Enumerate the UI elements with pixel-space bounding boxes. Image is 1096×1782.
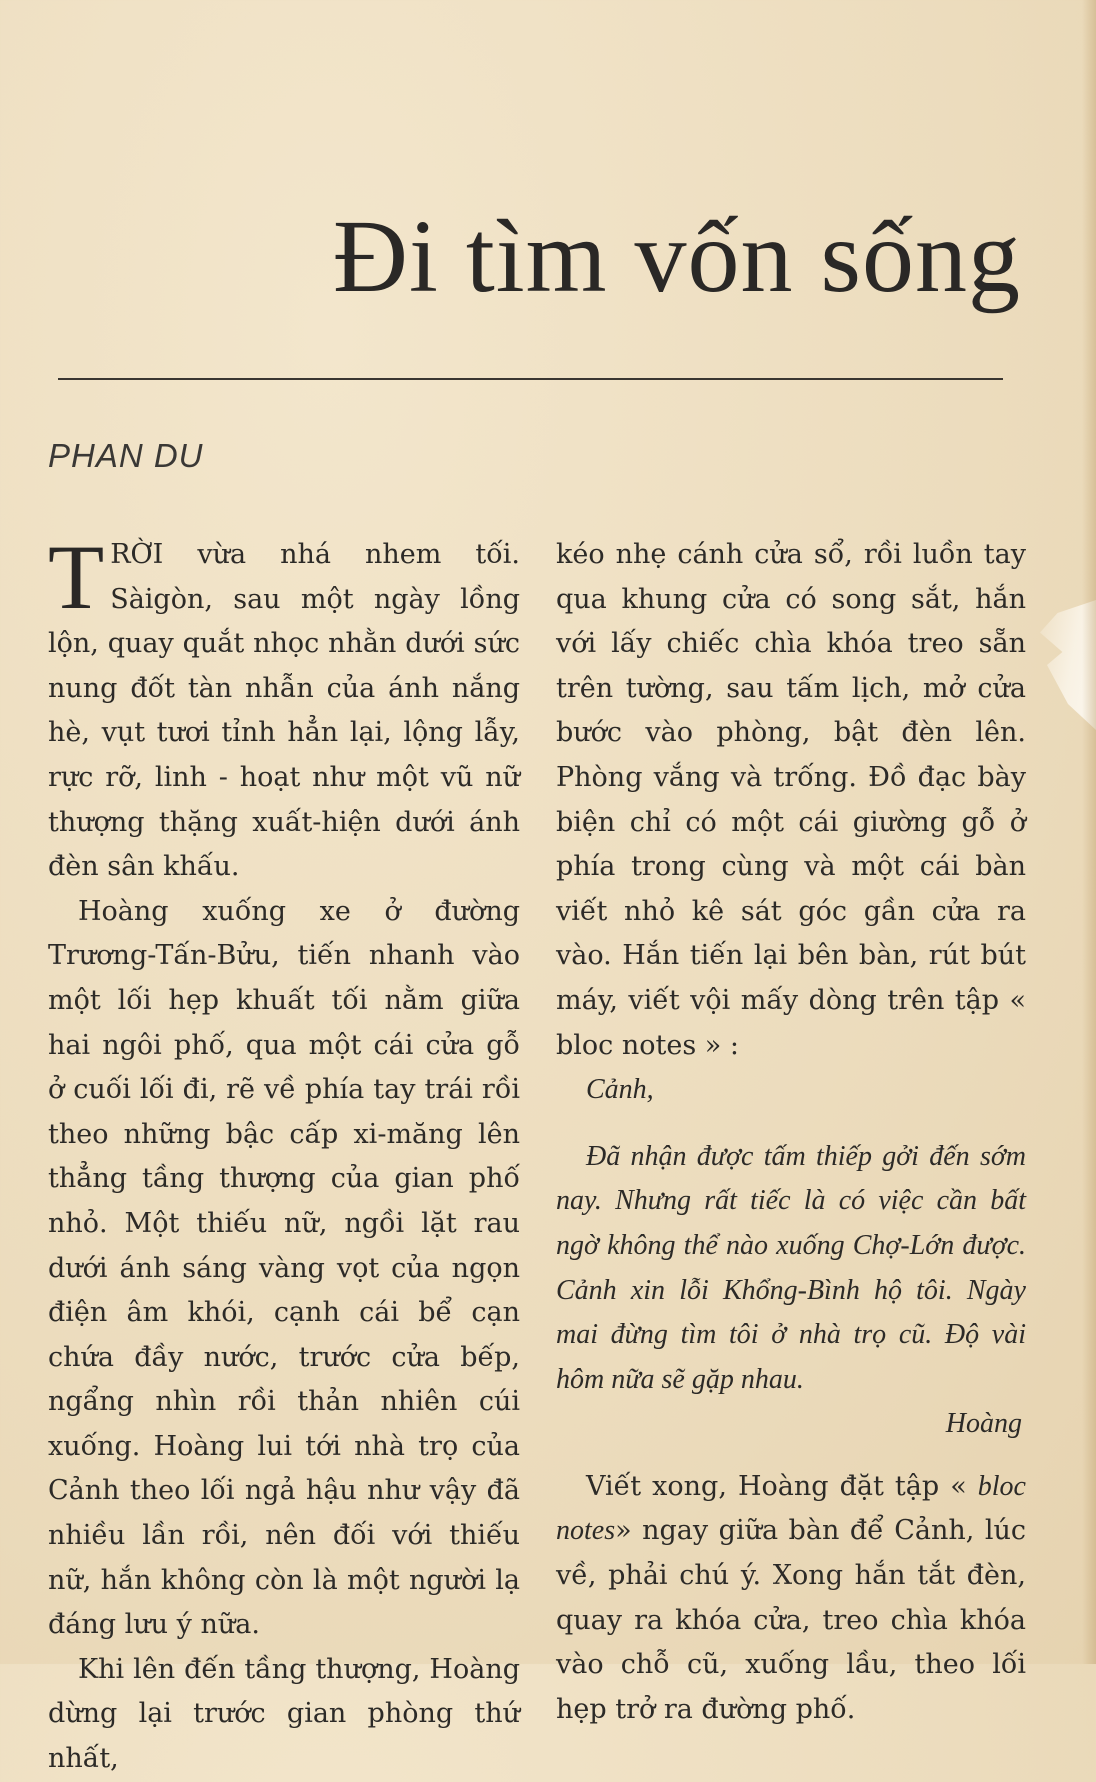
paragraph: kéo nhẹ cánh cửa sổ, rồi luồn tay qua khung cửa có song sắt, hắn với lấy chiếc chìa khóa treo sẵn trên tường, sau tấm lịch, mở cửa bước vào phòng, bật đèn lên. Phòng vắng và trống. Đồ đạc bày biện chỉ có một cái giường gỗ ở phía trong cùng và một cái bàn viết nhỏ kê sát góc gần cửa ra vào. Hắn tiến lại bên bàn, rút bút máy, viết vội mấy dòng trên tập « bloc notes » : bbox=[556, 539, 1026, 1061]
paper-edge-shadow bbox=[1082, 0, 1096, 1664]
letter-body: Đã nhận được tấm thiếp gởi đến sớm nay. Nhưng rất tiếc là có việc cần bất ngờ không thể nào xuống Chợ-Lớn được. Cảnh xin lỗi Khổng-Bình hộ tôi. Ngày mai đừng tìm tôi ở nhà trọ cũ. Độ vài hôm nữa sẽ gặp nhau. bbox=[556, 1140, 1026, 1395]
title-divider bbox=[58, 378, 1003, 380]
paragraph: Hoàng xuống xe ở đường Trương-Tấn-Bửu, tiến nhanh vào một lối hẹp khuất tối nằm giữa hai ngôi phố, qua một cái cửa gỗ ở cuối lối đi, rẽ về phía tay trái rồi theo những bậc cấp xi-măng lên thẳng tầng thượng của gian phố nhỏ. Một thiếu nữ, ngồi lặt rau dưới ánh sáng vàng vọt của ngọn điện âm khói, cạnh cái bể cạn chứa đầy nước, trước cửa bếp, ngẩng nhìn rồi thản nhiên cúi xuống. Hoàng lui tới nhà trọ của Cảnh theo lối ngả hậu như vậy đã nhiều lần rồi, nên đối với thiếu nữ, hắn không còn là một người lạ đáng lưu ý nữa. bbox=[48, 895, 520, 1641]
author-byline: PHAN DU bbox=[48, 437, 204, 474]
paragraph-text: vừa nhá nhem tối. Sàigòn, sau một ngày lồng lộn, quay quắt nhọc nhằn dưới sức nung đốt tàn nhẫn của ánh nắng hè, vụt tươi tỉnh hẳn lại, lộng lẫy, rực rỡ, linh - hoạt như một vũ nữ thượng thặng xuất-hiện dưới ánh đèn sân khấu. bbox=[48, 539, 520, 883]
opening-paragraph bbox=[48, 526, 520, 890]
right-column bbox=[556, 533, 1026, 1732]
italic-term: bloc notes bbox=[556, 1470, 1026, 1547]
paragraph bbox=[556, 1465, 1026, 1733]
left-column bbox=[48, 526, 520, 1782]
paragraph: Khi lên đến tầng thượng, Hoàng dừng lại trước gian phòng thứ nhất, bbox=[48, 1653, 520, 1775]
drop-cap-continuation: RỜI bbox=[110, 539, 164, 570]
article-title: Đi tìm vốn sống bbox=[332, 199, 1021, 314]
paragraph-text: Viết xong, Hoàng đặt tập « bbox=[586, 1470, 978, 1502]
letter-signature: Hoàng bbox=[945, 1408, 1022, 1440]
letter-salutation: Cảnh, bbox=[586, 1074, 654, 1106]
paragraph-text: » ngay giữa bàn để Cảnh, lúc về, phải chú ý. Xong hắn tắt đèn, quay ra khóa cửa, treo chìa khóa vào chỗ cũ, xuống lầu, theo lối hẹp trở ra đường phố. bbox=[556, 1515, 1026, 1725]
drop-cap: T bbox=[48, 526, 105, 628]
